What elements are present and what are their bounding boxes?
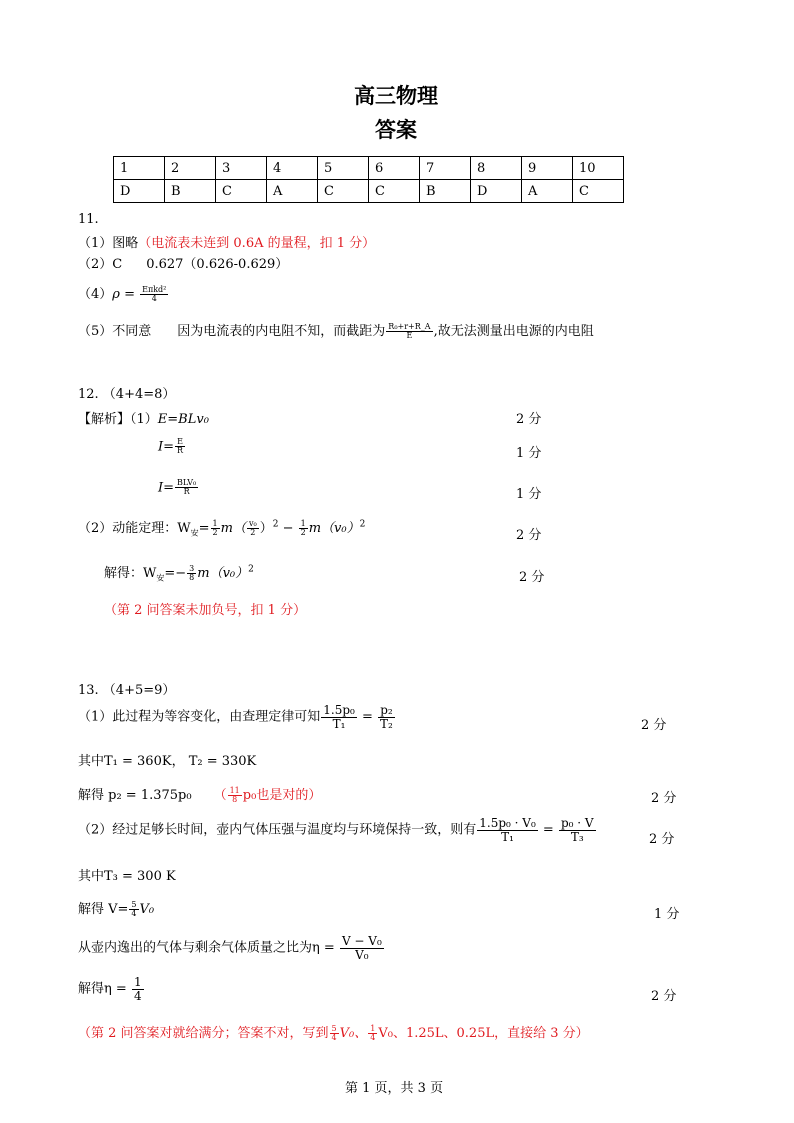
denominator: 2 [300,528,306,537]
numerator: V − V₀ [341,934,382,948]
table-cell: C [216,180,267,203]
score: 1 分 [516,446,542,461]
table-cell: 5 [318,157,369,180]
fraction [559,817,596,843]
table-cell: D [114,180,165,203]
numerator: Eπkd² [142,284,167,294]
q13-t3: 其中T₃ = 300 K [78,869,176,884]
numerator: 5 [131,899,137,909]
fraction [299,520,308,538]
numerator: p₂ [378,704,395,718]
subscript: 安 [190,528,199,538]
denominator: E [406,331,413,340]
q11-number: 11. [78,212,99,227]
table-cell: 1 [114,157,165,180]
denominator: 4 [331,1033,337,1042]
fraction [132,976,144,1002]
equals-sign: = [119,287,140,302]
fraction [368,1025,377,1043]
page-subtitle: 答案 [375,118,417,142]
fraction [477,817,538,843]
denominator: 2 [212,528,218,537]
score: 2 分 [651,989,677,1004]
q11-part5 [78,320,594,340]
table-cell: A [267,180,318,203]
equals-sign: = [198,521,210,536]
numerator: 1 [212,518,218,528]
denominator: 8 [189,573,195,582]
term: m（v₀） [197,566,249,581]
denominator: 8 [232,795,238,804]
score: 2 分 [641,718,667,733]
numerator: 3 [189,563,195,573]
denominator: R [183,487,190,497]
fraction [211,520,220,538]
q13-part1-text: （1）此过程为等容变化，由查理定律可知 [78,709,321,725]
table-cell: 7 [420,157,471,180]
equation-lhs: I= [158,439,175,455]
fraction [228,787,242,805]
fraction [187,565,196,583]
numerator: 1.5p₀ · V₀ [479,816,536,830]
page-footer: 第 1 页，共 3 页 [345,1081,444,1096]
fraction [330,1025,339,1043]
q13-solution2 [78,898,154,918]
numerator: v₀ [248,518,257,528]
solution-label: 解得：W [104,566,157,581]
table-cell: A [522,180,573,203]
denominator: T₁ [501,829,514,844]
table-cell: D [471,180,522,203]
q12-line2 [158,438,186,456]
score: 2 分 [516,412,542,427]
q11-part2-value: 0.627（0.626-0.629） [146,257,289,272]
table-cell: 10 [573,157,624,180]
analysis-label: 【解析】（1） [78,412,158,427]
q13-part2 [78,817,597,843]
ratio-text: 从壶内逸出的气体与剩余气体质量之比为η = [78,940,339,956]
numerator: 1.5p₀ [323,703,355,717]
term: m（ [220,521,246,536]
table-cell: C [573,180,624,203]
numerator: 1 [370,1023,376,1033]
equals-sign: = [538,822,558,838]
denominator: 4 [370,1033,376,1042]
table-cell: 6 [369,157,420,180]
fraction [175,438,185,456]
denominator: 4 [133,988,142,1003]
table-cell: B [420,180,471,203]
numerator: 11 [229,785,240,795]
table-cell: B [165,180,216,203]
q11-part1 [78,232,375,251]
q13-note [78,1022,589,1042]
answer-table-answers-row [114,180,624,203]
note-text: V₀、 [339,1026,368,1041]
q11-part2 [78,253,288,272]
q11-part5-text-b: ,故无法测量出电源的内电阻 [433,324,594,339]
score: 2 分 [651,791,677,806]
q13-header: 13. （4+5=9） [78,683,176,698]
solution: 解得 p₂ = 1.375p₀ [78,788,192,803]
table-cell: 4 [267,157,318,180]
q13-part1 [78,704,396,730]
numerator: 5 [331,1023,337,1033]
score: 2 分 [519,570,545,585]
q12-line1 [78,408,209,427]
note-text: p₀也是对的） [242,788,322,803]
score: 1 分 [516,487,542,502]
denominator: V₀ [355,947,369,962]
denominator: R [177,446,184,456]
solution: 解得η = [78,981,131,997]
numerator: E [175,438,185,447]
q13-solution3 [78,976,145,1002]
equation: E=BLv₀ [157,412,209,427]
table-cell: 2 [165,157,216,180]
note-text: （第 2 问答案对就给满分；答案不对，写到 [78,1026,329,1041]
equals-sign: = [357,709,378,725]
fraction [247,520,259,538]
q13-solution1 [78,784,321,804]
term: ） [259,521,273,536]
score: 2 分 [649,832,675,847]
equals-sign: =− [164,566,187,581]
q13-part2-text: （2）经过足够长时间，壶内气体压强与温度均与环境保持一致，则有 [78,822,477,838]
q11-part5-label: （5）不同意 [78,324,152,339]
fraction [321,704,357,730]
table-cell: 9 [522,157,573,180]
denominator: 4 [131,909,137,918]
fraction [340,935,384,961]
numerator: R₀+r+R_A [388,321,431,331]
table-cell: 8 [471,157,522,180]
table-cell: 3 [216,157,267,180]
minus-sign: − [278,521,298,536]
q13-solution1-note [213,785,322,804]
q12-part2-label: （2）动能定理：W [78,521,191,536]
score: 2 分 [516,528,542,543]
term: V₀ [139,902,155,917]
equation-lhs: I= [158,480,175,496]
q11-part5-text-a: 因为电流表的内电阻不知，而截距为 [177,324,386,339]
numerator: 1 [300,518,306,528]
table-cell: C [318,180,369,203]
score: 1 分 [654,907,680,922]
answer-table-numbers-row [114,157,624,180]
note-text: V₀、1.25L、0.25L，直接给 3 分） [378,1026,589,1041]
page-title: 高三物理 [354,84,438,108]
note-text: （ [213,788,227,803]
subscript: 安 [156,573,165,583]
q11-part1-note: （电流表未连到 0.6A 的量程，扣 1 分） [138,236,376,251]
exponent: 2 [272,519,279,530]
fraction [386,323,432,341]
q11-part2-label: （2）C [78,257,123,272]
table-cell: C [369,180,420,203]
q12-solution [104,562,254,584]
q13-temperatures: 其中T₁ = 360K， T₂ = 330K [78,754,257,769]
denominator: 2 [250,528,256,537]
solution: 解得 V= [78,902,129,917]
denominator: T₂ [380,716,393,731]
numerator: 1 [133,975,142,989]
q11-part4-label: （4） [78,287,113,302]
rho-symbol: ρ [112,287,120,302]
q11-part4 [78,283,169,303]
fraction [129,901,138,919]
denominator: 4 [151,294,157,303]
denominator: T₃ [570,829,584,844]
exponent: 2 [359,519,366,530]
q11-part1-label: （1）图略 [78,236,139,251]
fraction [140,286,168,304]
q12-header: 12. （4+4=8） [78,387,176,402]
numerator: p₀ · V [560,816,594,830]
q12-note: （第 2 问答案未加负号，扣 1 分） [104,603,307,618]
answer-table [113,156,624,203]
q12-part2 [78,517,365,539]
numerator: BLV₀ [177,478,197,487]
term: m（v₀） [308,521,360,536]
q13-ratio [78,935,385,961]
fraction [175,479,198,497]
fraction [378,704,395,730]
q12-line3 [158,479,199,497]
denominator: T₁ [332,716,346,731]
exponent: 2 [248,564,254,575]
